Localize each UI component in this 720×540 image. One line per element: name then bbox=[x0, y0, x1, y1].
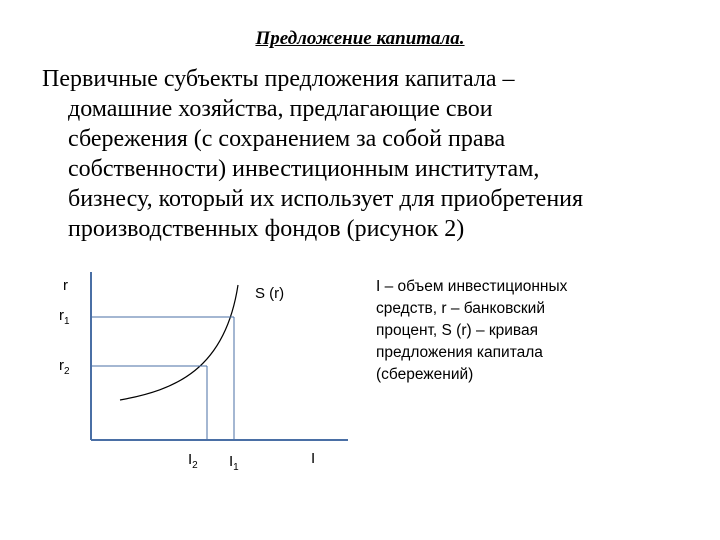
slide-title: Предложение капитала. bbox=[255, 28, 465, 49]
supply-curve bbox=[120, 285, 238, 400]
y-tick-r2: $r_2$ bbox=[59, 357, 70, 377]
x-tick-i1: $I_1$ bbox=[229, 453, 239, 473]
note-line: I – объем инвестиционных bbox=[376, 278, 568, 295]
x-axis-label: I bbox=[311, 450, 316, 467]
y-tick-r1: $r_1$ bbox=[59, 307, 70, 327]
note-line: средств, r – банковский bbox=[376, 300, 545, 317]
note-line: (сбережений) bbox=[376, 366, 474, 383]
paragraph-line: бизнесу, который их использует для приобретения bbox=[68, 186, 584, 212]
paragraph-line: производственных фондов (рисунок 2) bbox=[68, 216, 465, 242]
paragraph-line: Первичные субъекты предложения капитала – bbox=[42, 66, 515, 92]
x-tick-i2: $I_2$ bbox=[188, 451, 198, 471]
paragraph-line: домашние хозяйства, предлагающие свои bbox=[68, 96, 493, 122]
paragraph-line: собственности) инвестиционным институтам, bbox=[68, 156, 540, 182]
note-line: предложения капитала bbox=[376, 344, 543, 361]
curve-label: S (r) bbox=[255, 285, 285, 302]
y-axis-label: r bbox=[63, 277, 68, 294]
paragraph-line: сбережения (с сохранением за собой права bbox=[68, 126, 506, 152]
note-line: процент, S (r) – кривая bbox=[376, 322, 539, 339]
